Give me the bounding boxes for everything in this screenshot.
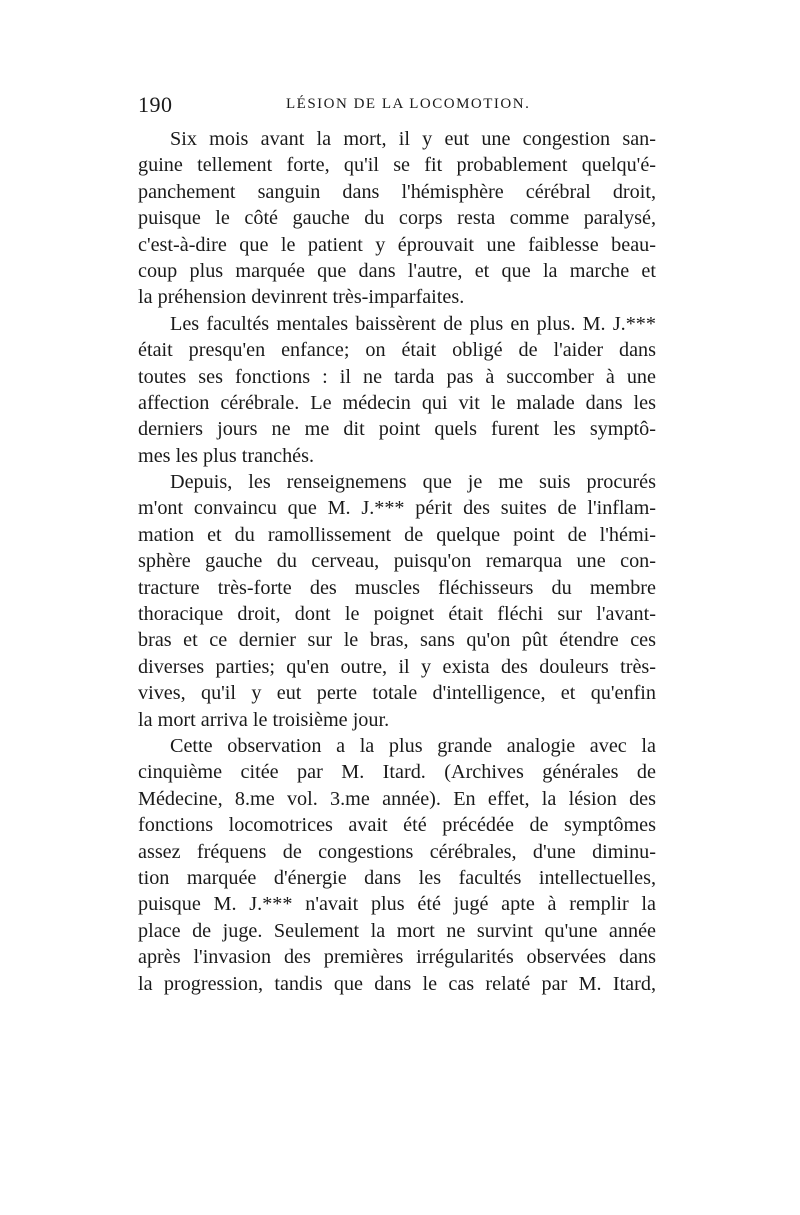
text-line: après l'invasion des premières irrégularités observées dans xyxy=(138,946,656,969)
paragraph-3 xyxy=(138,469,656,733)
text-line: mes les plus tranchés. xyxy=(138,444,315,467)
text-line: était presqu'en enfance; on était obligé de l'aider dans xyxy=(138,339,656,362)
text-line: toutes ses fonctions : il ne tarda pas à succomber à une xyxy=(138,365,656,388)
text-line: la progression, tandis que dans le cas relaté par M. Itard, xyxy=(138,972,656,995)
running-title: LÉSION DE LA LOCOMOTION. xyxy=(286,96,531,112)
text-line: c'est-à-dire que le patient y éprouvait une faiblesse beau- xyxy=(138,233,656,256)
text-line: Six mois avant la mort, il y eut une congestion san- xyxy=(170,128,656,150)
paragraph-2 xyxy=(138,311,656,469)
paragraph-4 xyxy=(138,733,656,997)
text-line: affection cérébrale. Le médecin qui vit le malade dans les xyxy=(138,391,656,414)
text-line: Depuis, les renseignemens que je me suis procurés xyxy=(170,471,656,494)
text-line: vives, qu'il y eut perte totale d'intelligence, et qu'enfin xyxy=(138,682,656,705)
text-line: diverses parties; qu'en outre, il y exista des douleurs très- xyxy=(138,655,656,678)
text-line: puisque M. J.*** n'avait plus été jugé apte à remplir la xyxy=(138,893,656,916)
text-line: la mort arriva le troisième jour. xyxy=(138,708,390,731)
page-header xyxy=(138,92,658,122)
text-line: puisque le côté gauche du corps resta comme paralysé, xyxy=(138,207,656,230)
text-line: mation et du ramollissement de quelque point de l'hémi- xyxy=(138,523,656,546)
text-line: tion marquée d'énergie dans les facultés intellectuelles, xyxy=(138,866,656,889)
text-line: tracture très-forte des muscles fléchisseurs du membre xyxy=(138,576,656,599)
text-line: panchement sanguin dans l'hémisphère cérébral droit, xyxy=(138,180,656,203)
page-number: 190 xyxy=(138,92,173,117)
text-line: fonctions locomotrices avait été précédée de symptômes xyxy=(138,814,656,837)
text-line: bras et ce dernier sur le bras, sans qu'on pût étendre ces xyxy=(138,629,656,652)
text-line: guine tellement forte, qu'il se fit probablement quelqu'é- xyxy=(138,154,656,177)
text-line: derniers jours ne me dit point quels furent les symptô- xyxy=(138,418,656,441)
text-line: sphère gauche du cerveau, puisqu'on remarqua une con- xyxy=(138,550,656,573)
text-line: place de juge. Seulement la mort ne survint qu'une année xyxy=(138,919,656,942)
text-line: Les facultés mentales baissèrent de plus en plus. M. J.*** xyxy=(170,312,656,335)
text-line: la préhension devinrent très-imparfaites. xyxy=(138,286,465,309)
text-line: Cette observation a la plus grande analogie avec la xyxy=(170,734,656,757)
text-line: cinquième citée par M. Itard. (Archives générales de xyxy=(138,761,656,784)
text-line: coup plus marquée que dans l'autre, et que la marche et xyxy=(138,259,656,282)
text-line: thoracique droit, dont le poignet était fléchi sur l'avant- xyxy=(138,603,656,626)
text-line: assez fréquens de congestions cérébrales, d'une diminu- xyxy=(138,840,656,863)
paragraph-1 xyxy=(138,126,656,311)
body-text xyxy=(138,126,656,997)
text-line: Médecine, 8.me vol. 3.me année). En effet, la lésion des xyxy=(138,787,656,810)
text-line: m'ont convaincu que M. J.*** périt des suites de l'inflam- xyxy=(138,497,656,520)
